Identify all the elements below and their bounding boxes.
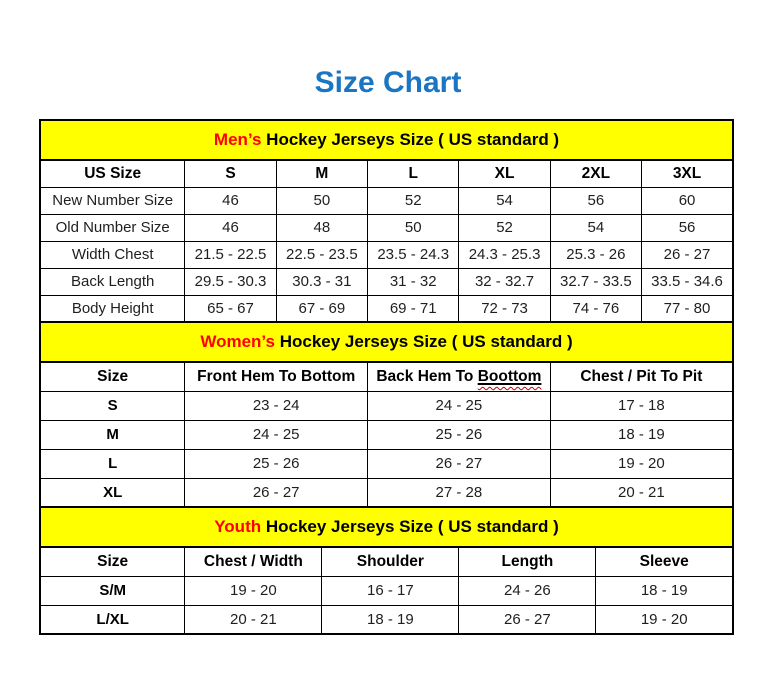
- row-label: L/XL: [40, 605, 185, 634]
- cell: 24.3 - 25.3: [459, 241, 550, 268]
- cell: 32 - 32.7: [459, 268, 550, 295]
- table-row: [40, 268, 733, 295]
- mens-banner-row: [40, 120, 733, 160]
- size-chart-table: [39, 119, 734, 635]
- youth-banner-row: [40, 507, 733, 547]
- womens-header-row: [40, 362, 733, 391]
- cell: 31 - 32: [368, 268, 459, 295]
- column-header: Size: [40, 547, 185, 576]
- column-header: S: [185, 160, 276, 187]
- cell: 19 - 20: [185, 576, 322, 605]
- cell: 18 - 19: [322, 605, 459, 634]
- table-row: [40, 391, 733, 420]
- cell: 69 - 71: [368, 295, 459, 322]
- womens-section-banner: [40, 322, 733, 362]
- row-label: Body Height: [40, 295, 185, 322]
- column-header: [368, 362, 551, 391]
- table-row: [40, 241, 733, 268]
- cell: 77 - 80: [642, 295, 733, 322]
- banner-highlight: Youth: [214, 517, 262, 536]
- cell: 26 - 27: [185, 478, 368, 507]
- cell: 16 - 17: [322, 576, 459, 605]
- banner-text: Hockey Jerseys Size ( US standard ): [261, 517, 559, 536]
- cell: 50: [368, 214, 459, 241]
- cell: 25 - 26: [368, 420, 551, 449]
- cell: 52: [459, 214, 550, 241]
- page-title: Size Chart: [314, 66, 462, 99]
- row-label: S/M: [40, 576, 185, 605]
- cell: 48: [276, 214, 367, 241]
- cell: 50: [276, 187, 367, 214]
- column-header: Chest / Pit To Pit: [550, 362, 733, 391]
- banner-highlight: Women’s: [200, 332, 275, 351]
- cell: 26 - 27: [459, 605, 596, 634]
- table-row: [40, 214, 733, 241]
- cell: 26 - 27: [642, 241, 733, 268]
- row-label: New Number Size: [40, 187, 185, 214]
- cell: 27 - 28: [368, 478, 551, 507]
- cell: 46: [185, 187, 276, 214]
- cell: 18 - 19: [596, 576, 733, 605]
- cell: 24 - 25: [368, 391, 551, 420]
- cell: 54: [550, 214, 641, 241]
- cell: 25 - 26: [185, 449, 368, 478]
- cell: 17 - 18: [550, 391, 733, 420]
- banner-text: Hockey Jerseys Size ( US standard ): [274, 332, 573, 351]
- cell: 29.5 - 30.3: [185, 268, 276, 295]
- youth-section-banner: [40, 507, 733, 547]
- banner-highlight: Men’s: [213, 130, 262, 149]
- column-header: Length: [459, 547, 596, 576]
- cell: 56: [550, 187, 641, 214]
- cell: 21.5 - 22.5: [185, 241, 276, 268]
- cell: 54: [459, 187, 550, 214]
- table-row: [40, 295, 733, 322]
- column-header: 2XL: [550, 160, 641, 187]
- cell: 72 - 73: [459, 295, 550, 322]
- row-label: Old Number Size: [40, 214, 185, 241]
- column-header: Front Hem To Bottom: [185, 362, 368, 391]
- cell: 46: [185, 214, 276, 241]
- cell: 20 - 21: [185, 605, 322, 634]
- row-label: M: [40, 420, 185, 449]
- column-header: Sleeve: [596, 547, 733, 576]
- column-header: Size: [40, 362, 185, 391]
- cell: 60: [642, 187, 733, 214]
- column-header: XL: [459, 160, 550, 187]
- table-row: [40, 605, 733, 634]
- cell: 65 - 67: [185, 295, 276, 322]
- row-label: Back Length: [40, 268, 185, 295]
- cell: 24 - 25: [185, 420, 368, 449]
- cell: 19 - 20: [596, 605, 733, 634]
- cell: 33.5 - 34.6: [642, 268, 733, 295]
- cell: 67 - 69: [276, 295, 367, 322]
- table-row: [40, 576, 733, 605]
- column-header: M: [276, 160, 367, 187]
- column-header: Shoulder: [322, 547, 459, 576]
- table-row: [40, 420, 733, 449]
- row-label: Width Chest: [40, 241, 185, 268]
- mens-section-banner: [40, 120, 733, 160]
- womens-banner-row: [40, 322, 733, 362]
- cell: 52: [368, 187, 459, 214]
- cell: 23 - 24: [185, 391, 368, 420]
- mens-header-row: [40, 160, 733, 187]
- table-row: [40, 478, 733, 507]
- cell: 22.5 - 23.5: [276, 241, 367, 268]
- banner-text: Hockey Jerseys Size ( US standard ): [261, 130, 560, 149]
- column-header: US Size: [40, 160, 185, 187]
- cell: 23.5 - 24.3: [368, 241, 459, 268]
- misspelled-word: Boottom: [477, 367, 542, 385]
- table-row: [40, 187, 733, 214]
- youth-header-row: [40, 547, 733, 576]
- cell: 32.7 - 33.5: [550, 268, 641, 295]
- cell: 74 - 76: [550, 295, 641, 322]
- cell: 26 - 27: [368, 449, 551, 478]
- cell: 24 - 26: [459, 576, 596, 605]
- cell: 20 - 21: [550, 478, 733, 507]
- cell: 18 - 19: [550, 420, 733, 449]
- cell: 19 - 20: [550, 449, 733, 478]
- cell: 25.3 - 26: [550, 241, 641, 268]
- header-text: Back Hem To: [376, 367, 478, 385]
- row-label: L: [40, 449, 185, 478]
- column-header: 3XL: [642, 160, 733, 187]
- cell: 56: [642, 214, 733, 241]
- cell: 30.3 - 31: [276, 268, 367, 295]
- row-label: S: [40, 391, 185, 420]
- table-row: [40, 449, 733, 478]
- spellcheck-squiggle: [478, 368, 542, 385]
- column-header: Chest / Width: [185, 547, 322, 576]
- column-header: L: [368, 160, 459, 187]
- row-label: XL: [40, 478, 185, 507]
